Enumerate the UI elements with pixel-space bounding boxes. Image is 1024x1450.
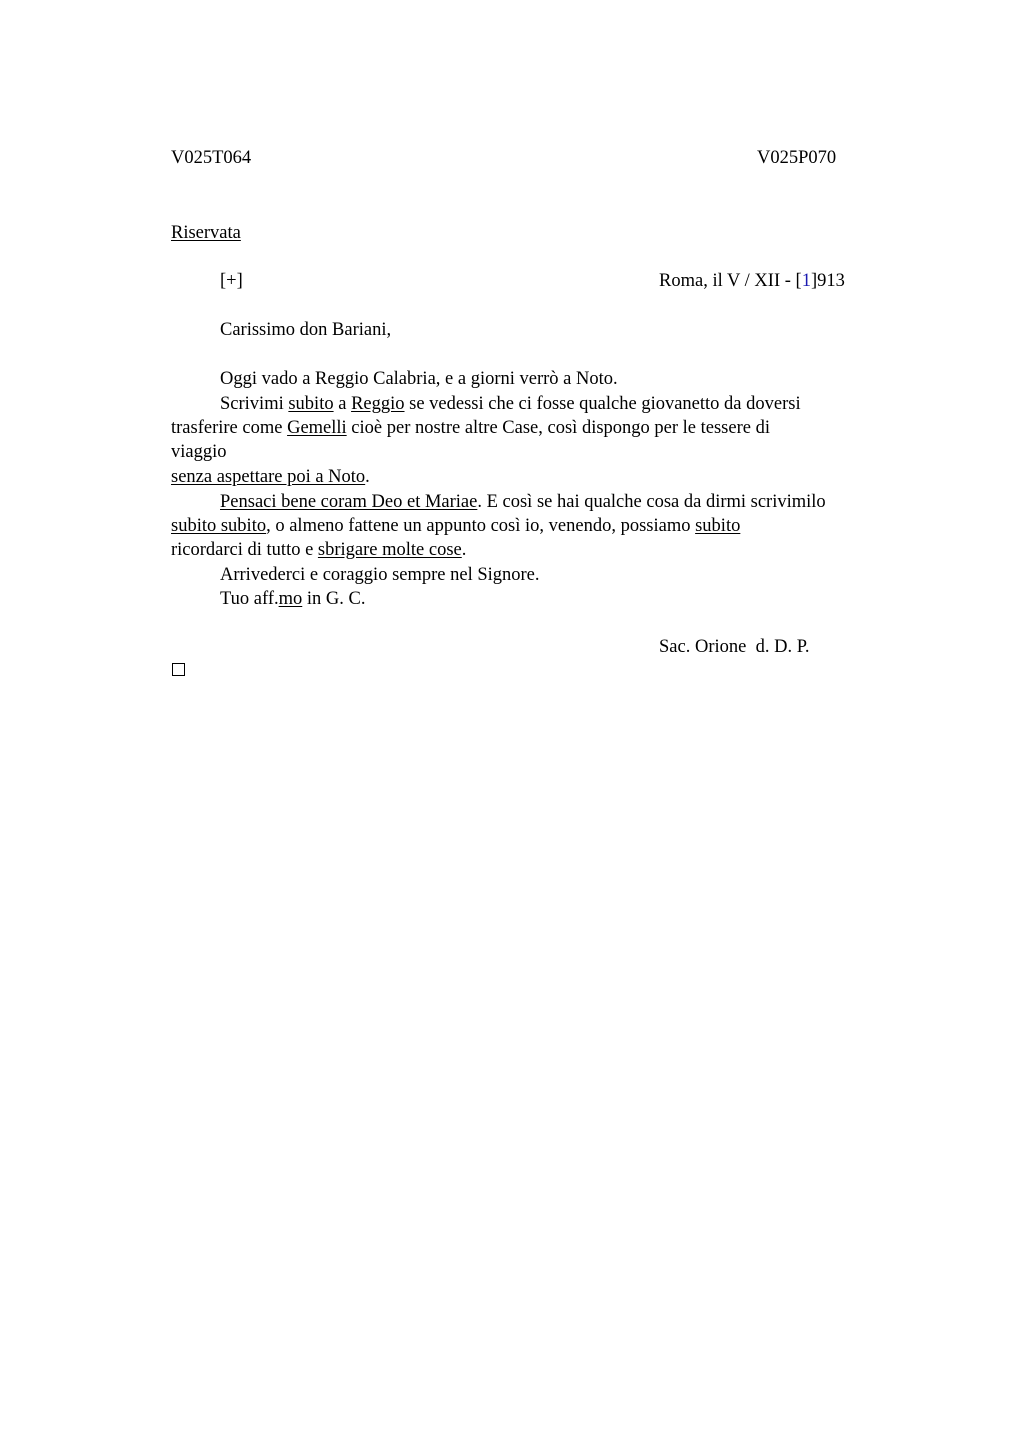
p2-text-d: trasferire come xyxy=(171,418,288,438)
signature: Sac. Orione d. D. P. xyxy=(659,637,810,657)
p3-text-b: , o almeno fattene un appunto così io, venendo, possiamo xyxy=(266,516,696,536)
p3-text-a: . E così se hai qualche cosa da dirmi scrivimilo xyxy=(477,492,826,512)
paragraph-2-line-1 xyxy=(220,392,801,416)
p3-underlined-pensaci: Pensaci bene coram Deo et Mariae xyxy=(220,492,478,512)
paragraph-3-line-2 xyxy=(171,514,740,538)
closing xyxy=(220,587,365,611)
paragraph-4: Arrivederci e coraggio sempre nel Signore. xyxy=(220,565,540,585)
p2-underlined-reggio: Reggio xyxy=(351,394,405,414)
p2-underlined-gemelli: Gemelli xyxy=(287,418,347,438)
paragraph-3-line-3 xyxy=(171,538,466,562)
cross-mark: [+] xyxy=(220,271,243,291)
dateline xyxy=(659,269,845,293)
closing-text-b: in G. C. xyxy=(302,589,366,609)
p2-text-c: se vedessi che ci fosse qualche giovanetto da doversi xyxy=(404,394,801,414)
closing-underlined-mo: mo xyxy=(278,589,303,609)
p3-underlined-sbrigare: sbrigare molte cose xyxy=(317,540,462,560)
p2-text-a: Scrivimi xyxy=(220,394,289,414)
paragraph-2-line-3: viaggio xyxy=(171,442,227,462)
paragraph-1: Oggi vado a Reggio Calabria, e a giorni verrò a Noto. xyxy=(220,369,618,389)
dateline-prefix: Roma, il V / XII - [ xyxy=(659,271,802,291)
p3-underlined-subito-subito: subito subito xyxy=(171,516,267,536)
header-left-code: V025T064 xyxy=(171,148,252,168)
checkbox-icon[interactable] xyxy=(172,663,185,676)
dateline-inserted-digit: 1 xyxy=(801,271,811,291)
header-right-code: V025P070 xyxy=(757,148,837,168)
p3-text-c: ricordarci di tutto e xyxy=(171,540,318,560)
salutation: Carissimo don Bariani, xyxy=(220,320,392,340)
p2-underlined-subito: subito xyxy=(288,394,334,414)
p3-underlined-subito: subito xyxy=(695,516,741,536)
riservata-label: Riservata xyxy=(171,223,241,243)
paragraph-2-line-4 xyxy=(171,465,370,489)
p2-text-b: a xyxy=(333,394,352,414)
dateline-suffix: ]913 xyxy=(810,271,845,291)
p2-text-e: cioè per nostre altre Case, così dispongo per le tessere di xyxy=(346,418,770,438)
p2-underlined-senza: senza aspettare poi a Noto xyxy=(171,467,366,487)
closing-text-a: Tuo aff. xyxy=(220,589,279,609)
paragraph-3-line-1 xyxy=(220,490,826,514)
p2-text-g: . xyxy=(365,467,370,487)
p3-text-d: . xyxy=(461,540,467,560)
paragraph-2-line-2 xyxy=(171,416,770,440)
